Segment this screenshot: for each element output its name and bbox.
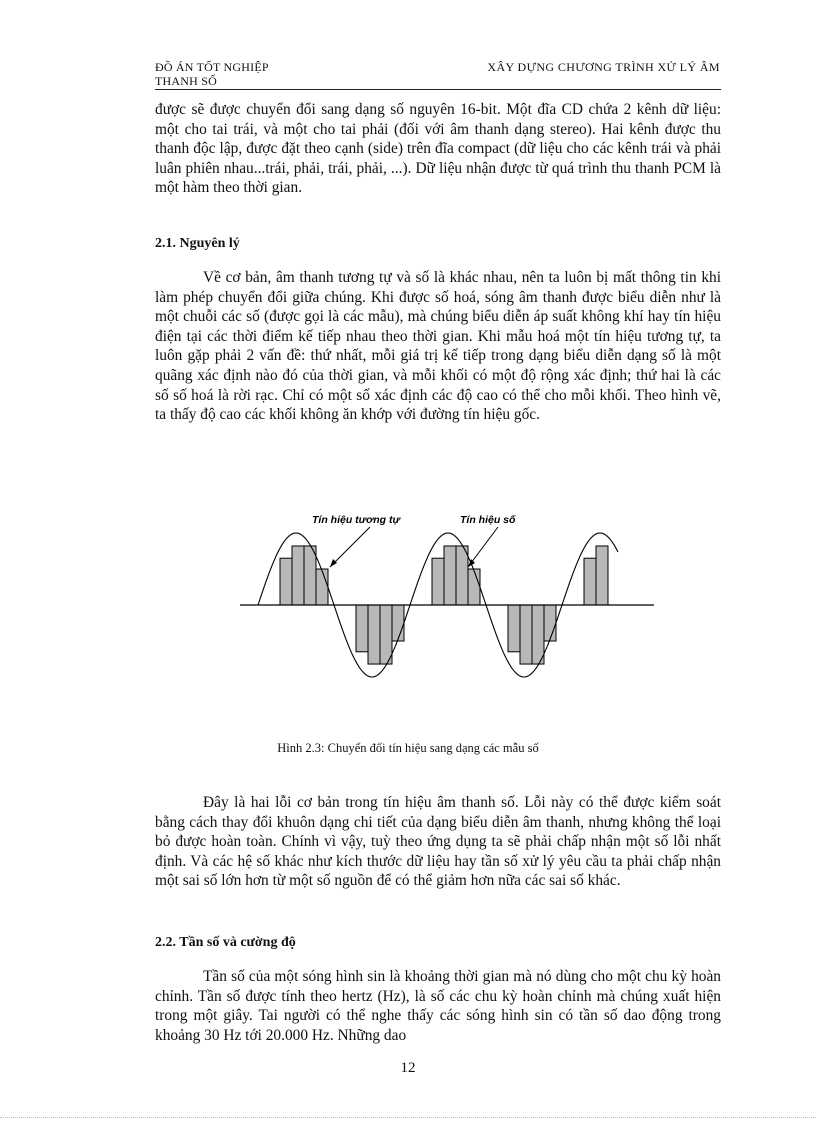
figure-caption: Hình 2.3: Chuyển đổi tín hiệu sang dạng các mẫu số — [277, 741, 539, 755]
sample-block — [596, 546, 608, 605]
sample-block — [532, 605, 544, 664]
sample-block — [292, 546, 304, 605]
sample-block — [520, 605, 532, 664]
arrow-analog-head — [330, 559, 337, 567]
sample-block — [444, 546, 456, 605]
sample-block — [368, 605, 380, 664]
section-heading-principle: 2.1. Nguyên lý — [155, 236, 240, 251]
sampling-figure — [236, 505, 656, 705]
arrow-analog-line — [330, 527, 370, 567]
principle-paragraph-text: Về cơ bản, âm thanh tương tự và số là khác nhau, nên ta luôn bị mất thông tin khi làm phép chuyển đổi giữa chúng. Khi được số hoá, sóng âm thanh được biểu diễn như là một chuỗi các số (được gọi là các mẫu), mà chúng biểu diễn áp suất không khí hay tín hiệu điện tại các thời điểm kế tiếp nhau theo thời gian. Khi mẫu hoá một tín hiệu tương tự, ta luôn gặp phải 2 vấn đề: thứ nhất, mỗi giá trị kế tiếp trong dạng biểu diễn dạng số là một quãng xác định nào đó của thời gian, và mỗi khối có một độ rộng xác định; thứ hai là các số số hoá là rời rạc. Chỉ có một số xác định các độ cao có thể cho mỗi khối. Theo hình vẽ, ta thấy độ cao các khối không ăn khớp với đường tín hiệu gốc. — [155, 269, 721, 424]
header-right: XÂY DỰNG CHƯƠNG TRÌNH XỬ LÝ ÂM — [487, 60, 720, 74]
sample-block — [508, 605, 520, 652]
sample-block — [316, 569, 328, 605]
label-analog-signal: Tín hiệu tương tự — [312, 514, 400, 526]
sample-block — [544, 605, 556, 641]
error-paragraph — [155, 793, 721, 891]
sample-block — [468, 569, 480, 605]
sample-block — [380, 605, 392, 664]
intro-paragraph-text: được sẽ được chuyển đổi sang dạng số nguyên 16-bit. Một đĩa CD chứa 2 kênh dữ liệu: một cho tai trái, và một cho tai phải (đối với âm thanh dạng stereo). Hai kênh được thu thanh độc lập, được đặt theo cạnh (side) trên đĩa compact (dữ liệu cho các kênh trái và phải luân phiên nhau...trái, phải, trái, phải, ...). Dữ liệu nhận được từ quá trình thu thanh PCM là một hàm theo thời gian. — [155, 101, 721, 197]
page-number: 12 — [400, 1060, 416, 1076]
header-divider — [155, 89, 721, 90]
sample-block — [456, 546, 468, 605]
sample-block — [280, 558, 292, 605]
intro-paragraph — [155, 100, 721, 198]
principle-paragraph — [155, 268, 721, 425]
sample-block — [392, 605, 404, 641]
sample-block — [356, 605, 368, 652]
footer-divider — [0, 1117, 816, 1118]
frequency-paragraph-text: Tần số của một sóng hình sin là khoảng thời gian mà nó dùng cho một chu kỳ hoàn chỉnh. Tần số được tính theo hertz (Hz), là số các chu kỳ hoàn chỉnh mà chúng xuất hiện trong một giây. Tai người có thể nghe thấy các sóng hình sin có tần số dao động trong khoảng 30 Hz tới 20.000 Hz. Những dao — [155, 968, 721, 1044]
header-left-line1: ĐỒ ÁN TỐT NGHIỆP — [155, 60, 269, 74]
sample-block — [584, 558, 596, 605]
header-left-line2: THANH SỐ — [155, 74, 217, 88]
frequency-paragraph — [155, 967, 721, 1045]
label-digital-signal: Tín hiệu số — [460, 514, 516, 526]
error-paragraph-text: Đây là hai lỗi cơ bản trong tín hiệu âm thanh số. Lỗi này có thể được kiểm soát bằng cách thay đổi khuôn dạng chi tiết của dạng biểu diễn âm thanh, nhưng không thể loại bỏ được hoàn toàn. Chính vì vậy, tuỳ theo ứng dụng ta sẽ phải chấp nhận một số lỗi nhất định. Và các hệ số khác như kích thước dữ liệu hay tần số xử lý yêu cầu ta phải chấp nhận một sai số lớn hơn từ một số nguồn để có thể giảm hơn nữa các sai số khác. — [155, 794, 721, 890]
sample-block — [304, 546, 316, 605]
sample-block — [432, 558, 444, 605]
header-left — [155, 60, 269, 88]
section-heading-frequency: 2.2. Tần số và cường độ — [155, 935, 296, 950]
